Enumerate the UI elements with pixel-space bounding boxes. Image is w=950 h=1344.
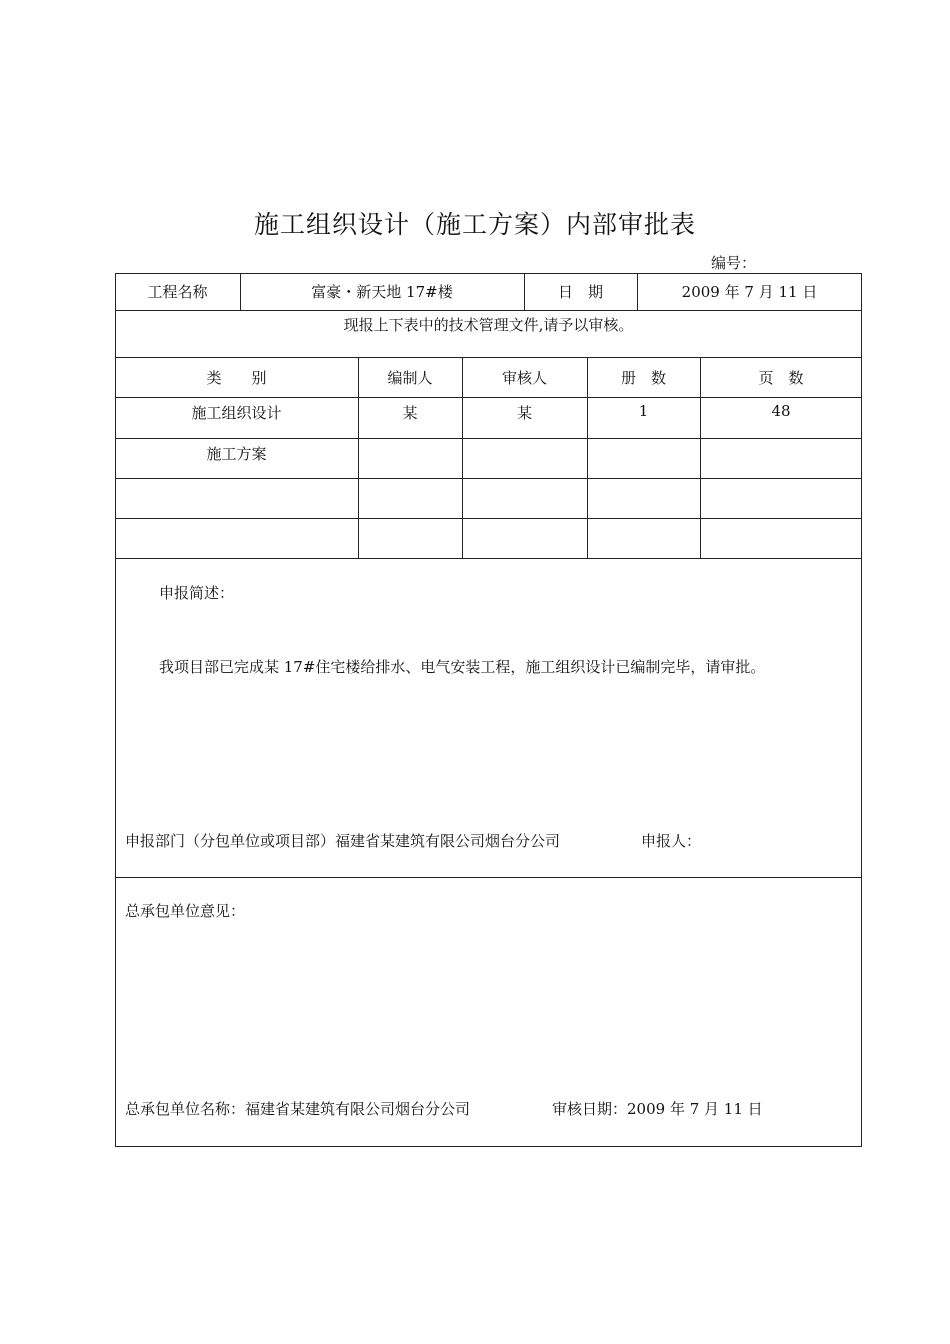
document-title: 施工组织设计（施工方案）内部审批表	[253, 210, 696, 239]
declaration-label: 申报简述：	[159, 584, 235, 602]
project-name-label: 工程名称	[147, 283, 208, 301]
contractor-opinion-label: 总承包单位意见：	[125, 902, 246, 920]
table-cell-pages: 48	[771, 402, 791, 420]
date-label: 日 期	[557, 283, 603, 301]
table-cell-volumes: 1	[638, 402, 649, 420]
project-name-value: 富豪・新天地 17#楼	[311, 283, 453, 301]
column-header-author: 编制人	[387, 368, 433, 387]
submission-notice: 现报上下表中的技术管理文件,请予以审核。	[343, 316, 634, 334]
table-cell-category: 施工组织设计	[191, 404, 282, 422]
column-header-category: 类 别	[206, 368, 267, 387]
date-value: 2009 年 7 月 11 日	[681, 283, 818, 301]
column-header-volumes: 册 数	[620, 368, 666, 387]
column-header-pages: 页 数	[758, 368, 804, 387]
applicant-label: 申报人：	[641, 832, 702, 850]
contractor-name: 总承包单位名称：福建省某建筑有限公司烟台分公司	[125, 1100, 471, 1118]
serial-number-label: 编号：	[711, 254, 757, 272]
table-cell-author: 某	[402, 404, 418, 422]
declaration-dept: 申报部门（分包单位或项目部）福建省某建筑有限公司烟台分公司	[125, 832, 561, 850]
declaration-body: 我项目部已完成某 17#住宅楼给排水、电气安装工程，施工组织设计已编制完毕，请审批。	[159, 658, 766, 676]
review-date: 审核日期：2009 年 7 月 11 日	[552, 1100, 763, 1118]
column-header-reviewer: 审核人	[501, 368, 547, 387]
table-cell-category: 施工方案	[206, 445, 267, 463]
table-cell-reviewer: 某	[516, 404, 532, 422]
